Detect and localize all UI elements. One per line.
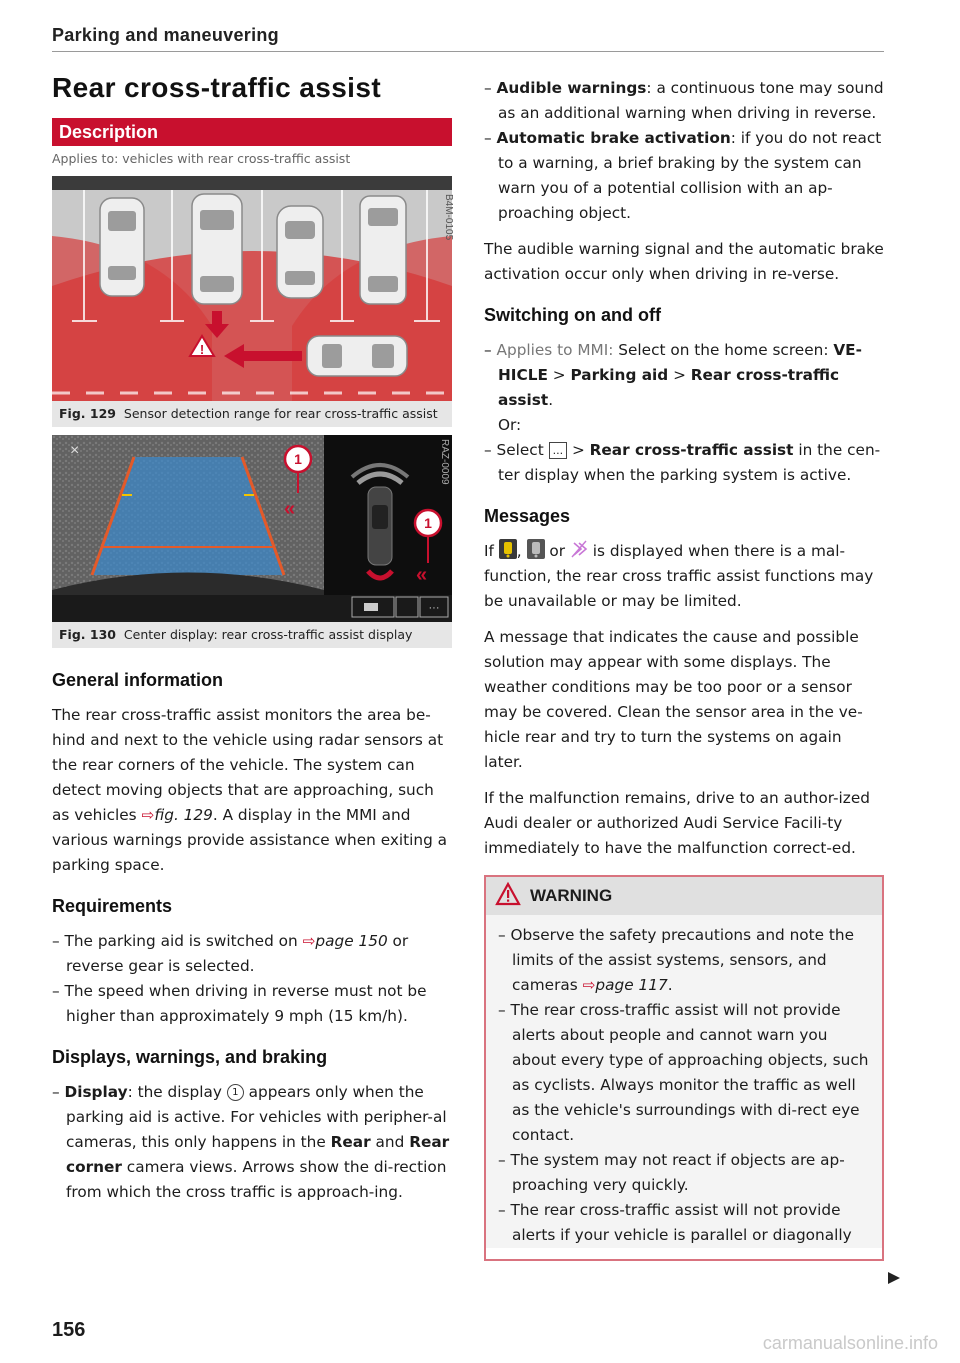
page-number: 156 (52, 1319, 86, 1341)
callout-1-sensor: 1 (424, 515, 432, 531)
svg-text:!: ! (199, 342, 205, 357)
figure-129-caption-text: Sensor detection range for rear cross-traffic assist (123, 406, 438, 421)
warning-item: – Observe the safety precautions and note the limits of the assist systems, sensors, and cameras ⇨page 117. (498, 926, 855, 994)
page-117-reference[interactable]: page 117 (595, 976, 668, 994)
requirements-list (52, 929, 452, 1029)
description-bar: Description (52, 118, 452, 146)
figure-129 (52, 176, 452, 427)
display-item: – Display: the display 1 appears only when the parking aid is active. For vehicles with peripher-al cameras, this only happens in the Rear and Rear corner camera views. Arrows show the di-rection from which the cross traffic is approach-ing. (52, 1083, 450, 1201)
parking-lot-illustration (52, 176, 452, 401)
audible-brake-paragraph: The audible warning signal and the automatic brake activation occur only when driving in re-verse. (484, 240, 884, 283)
left-column (52, 72, 452, 1216)
center-display-illustration (52, 435, 452, 622)
more-options-icon: ··· (428, 602, 440, 614)
general-information-section (52, 670, 452, 878)
figure-130-caption-text: Center display: rear cross-traffic assist display (123, 627, 413, 642)
figure-129-label: Fig. 129 (59, 406, 116, 421)
close-icon: × (70, 442, 80, 459)
general-information-text: The rear cross-traffic assist monitors the area be-hind and next to the vehicle using radar sensors at the rear corners of the vehicle. The system can detect moving objects that are approaching, such as vehicles ⇨fig. 129. A display in the MMI and various warnings provide assistance when exiting a parking space. (52, 706, 448, 874)
figure-130-label: Fig. 130 (59, 627, 116, 642)
reference-arrow-icon: ⇨ (582, 976, 596, 994)
more-key-icon: ... (549, 442, 568, 459)
running-header: Parking and maneuvering (52, 25, 279, 45)
warning-item: – The rear cross-traffic assist will not provide alerts if your vehicle is parallel or diagonally (498, 1201, 852, 1244)
parking-assist-grey-icon (527, 539, 545, 559)
figure-130-caption (52, 622, 452, 648)
continue-arrow-icon (886, 1270, 902, 1286)
warning-title: WARNING (530, 886, 613, 905)
displays-heading: Displays, warnings, and braking (52, 1047, 328, 1067)
applies-to-note: Applies to: vehicles with rear cross-traffic assist (52, 151, 351, 166)
switching-item-home: – Applies to MMI: Select on the home screen: VE-HICLE > Parking aid > Rear cross-traffic assist. Or: (484, 341, 862, 434)
figure-129-caption (52, 401, 452, 427)
section-title: Rear cross-traffic assist (52, 72, 382, 103)
header-divider (52, 51, 884, 52)
reference-arrow-icon: ⇨ (141, 806, 155, 824)
callout-1-icon: 1 (227, 1084, 244, 1101)
switching-list (484, 338, 884, 488)
warning-list (486, 915, 882, 1248)
warning-box (484, 875, 884, 1261)
figure-129-id: B4M-0105 (443, 194, 454, 241)
warning-item: – The rear cross-traffic assist will not provide alerts about people and cannot warn you about every type of approaching objects, such as cyclists. Always monitor the traffic as well as the vehicle's surroundings with di-rect eye contact. (498, 1001, 869, 1144)
warning-header (486, 877, 882, 915)
audible-warnings-item: – Audible warnings: a continuous tone may sound as an additional warning when driving in reverse. (484, 79, 884, 122)
requirements-heading: Requirements (52, 896, 173, 916)
messages-paragraph-2: A message that indicates the cause and possible solution may appear with some displays. The weather conditions may be too poor or a sensor may be covered. Clean the sensor area in the ve-hicle rear and try to turn the systems on again later. (484, 628, 863, 771)
general-information-heading: General information (52, 670, 224, 690)
watermark: carmanualsonline.info (762, 1333, 938, 1353)
parking-assist-yellow-icon (499, 539, 517, 559)
cross-traffic-arrow-right: « (416, 564, 428, 586)
right-column (484, 76, 884, 1261)
switching-heading: Switching on and off (484, 305, 661, 325)
reference-arrow-icon: ⇨ (302, 932, 316, 950)
messages-paragraph-3: If the malfunction remains, drive to an author-ized Audi dealer or authorized Audi Service Facili-ty immediately to have the malfunction correct-ed. (484, 789, 870, 857)
messages-paragraph-1: If , or is displayed when there is a mal-function, the rear cross traffic assist functions may be unavailable or may be limited. (484, 539, 884, 614)
automatic-brake-item: – Automatic brake activation: if you do not react to a warning, a brief braking by the system can warn you of a potential collision with an ap-proaching object. (484, 129, 882, 222)
requirements-section (52, 896, 452, 1029)
messages-heading: Messages (484, 506, 571, 526)
requirement-item: – The parking aid is switched on ⇨page 150 or reverse gear is selected. (52, 932, 409, 975)
displays-section (52, 1047, 452, 1205)
displays-list (52, 1080, 452, 1205)
figure-130-id: RAZ-0009 (439, 439, 450, 485)
cross-traffic-arrow-left: « (284, 498, 296, 520)
figure-130 (52, 435, 452, 648)
warning-item: – The system may not react if objects are ap-proaching very quickly. (498, 1151, 845, 1194)
warnings-list (484, 76, 884, 226)
cross-traffic-malfunction-icon (570, 539, 588, 559)
fig-129-reference[interactable]: fig. 129 (154, 806, 213, 824)
requirement-item: – The speed when driving in reverse must not be higher than approximately 9 mph (15 km/h). (52, 982, 427, 1025)
callout-1-camera: 1 (294, 451, 302, 467)
page-150-reference[interactable]: page 150 (315, 932, 388, 950)
switching-item-center: – Select ... > Rear cross-traffic assist in the cen-ter display when the parking system is active. (484, 441, 881, 484)
warning-triangle-icon (496, 883, 520, 905)
